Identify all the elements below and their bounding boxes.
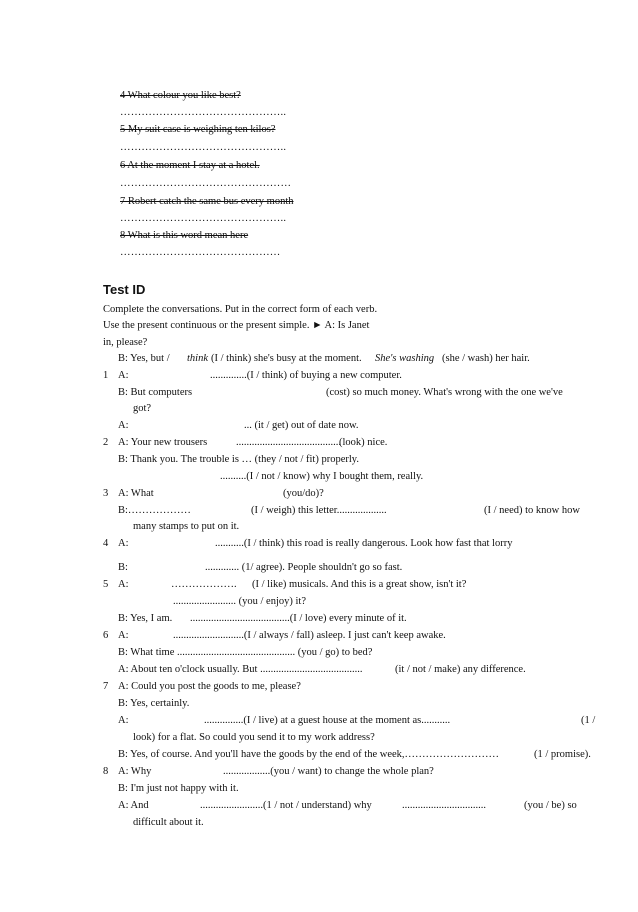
answer-line-8: ……………………………………… (120, 247, 281, 258)
line-text: ........................(1 / not / understand) why (200, 800, 372, 811)
line-text: ...........................(I / always / fall) asleep. I just can't keep awake. (173, 630, 446, 641)
line-text: (1 / promise). (534, 749, 591, 760)
answer-line-7: ……………………………………….. (120, 213, 287, 224)
speaker: A: (118, 538, 129, 549)
instruction-line-3: in, please? (103, 337, 148, 348)
example-mid: (I / think) she's busy at the moment. (211, 353, 362, 364)
line-text: B: Yes, I am. (118, 613, 173, 624)
line-text: (I / like) musicals. And this is a great show, isn't it? (252, 579, 467, 590)
line-text: ...........(I / think) this road is really dangerous. Look how fast that lorry (215, 538, 513, 549)
line-text: A: What (118, 488, 154, 499)
line-text: look) for a flat. So could you send it to my work address? (133, 732, 375, 743)
line-text: ..................(you / want) to change the whole plan? (223, 766, 434, 777)
line-text: A: Your new trousers (118, 437, 208, 448)
gap-text: ........................................ (236, 437, 341, 448)
item-number-6: 6 (103, 630, 109, 641)
question-5: 5 My suit case is weighing ten kilos? (120, 124, 276, 135)
line-text: (you / be) so (524, 800, 577, 811)
speaker: A: (118, 420, 129, 431)
example-think: think (187, 353, 208, 364)
item-number-1: 1 (103, 370, 109, 381)
line-text: ............. (1/ agree). People shouldn't go so fast. (205, 562, 403, 573)
item-number-3: 3 (103, 488, 109, 499)
line-text: (you/do)? (283, 488, 324, 499)
line-text: B: Yes, certainly. (118, 698, 190, 709)
line-text: (it / not / make) any difference. (395, 664, 526, 675)
line-text: B:……………… (118, 505, 191, 516)
line-text: B: Yes, of course. And you'll have the goods by the end of the week,……………………… (118, 749, 500, 760)
item-number-5: 5 (103, 579, 109, 590)
line-text: (I / weigh) this letter................... (251, 505, 387, 516)
line-text: ........................ (you / enjoy) it? (173, 596, 306, 607)
line-text: ...............(I / live) at a guest house at the moment as........... (204, 715, 451, 726)
line-text: B: I'm just not happy with it. (118, 783, 239, 794)
gap-text: ................................ (402, 800, 486, 811)
line-text: B: Thank you. The trouble is … (they / not / fit) properly. (118, 454, 359, 465)
line-text: (I / need) to know how (484, 505, 580, 516)
speaker: A: (118, 630, 129, 641)
example-end: (she / wash) her hair. (442, 353, 530, 364)
question-7: 7 Robert catch the same bus every month (120, 196, 294, 207)
line-text: A: And (118, 800, 149, 811)
line-text: A: About ten o'clock usually. But ....................................... (118, 664, 363, 675)
line-text: ..........(I / not / know) why I bought them, really. (220, 471, 424, 482)
line-text: B: What time ............................................. (you / go) to bed? (118, 647, 373, 658)
line-text: A: Could you post the goods to me, please? (118, 681, 301, 692)
speaker: A: (118, 715, 129, 726)
speaker: A: (118, 370, 129, 381)
line-text: ......................................(I / love) every minute of it. (190, 613, 407, 624)
line-text: B: But computers (118, 387, 193, 398)
line-text: (cost) so much money. What's wrong with the one we've (326, 387, 563, 398)
line-text: difficult about it. (133, 817, 204, 828)
item-number-4: 4 (103, 538, 109, 549)
gap-text: ..............(I / think) of buying a new computer. (210, 370, 402, 381)
section-title: Test ID (103, 282, 146, 297)
question-6: 6 At the moment I stay at a hotel. (120, 160, 260, 171)
line-text: got? (133, 403, 152, 414)
instruction-line-1: Complete the conversations. Put in the correct form of each verb. (103, 304, 378, 315)
item-number-8: 8 (103, 766, 109, 777)
line-text: A: Why (118, 766, 152, 777)
item-number-2: 2 (103, 437, 109, 448)
instruction-line-2: Use the present continuous or the present simple. ► A: Is Janet (103, 320, 370, 331)
line-text: many stamps to put on it. (133, 521, 240, 532)
line-text: (1 / (581, 715, 596, 726)
question-8: 8 What is this word mean here (120, 230, 249, 241)
example-answer: She's washing (375, 353, 435, 364)
answer-line-6: ………………………………………… (120, 178, 292, 189)
line-text: ... (it / get) out of date now. (244, 420, 359, 431)
answer-line-4: ……………………………………….. (120, 107, 287, 118)
line-text: (look) nice. (339, 437, 388, 448)
question-4: 4 What colour you like best? (120, 90, 241, 101)
speaker: B: (118, 562, 128, 573)
item-number-7: 7 (103, 681, 109, 692)
example-b: B: Yes, but / (118, 353, 170, 364)
gap-text: ………………. (171, 579, 237, 590)
speaker: A: (118, 579, 129, 590)
answer-line-5: ……………………………………….. (120, 142, 287, 153)
